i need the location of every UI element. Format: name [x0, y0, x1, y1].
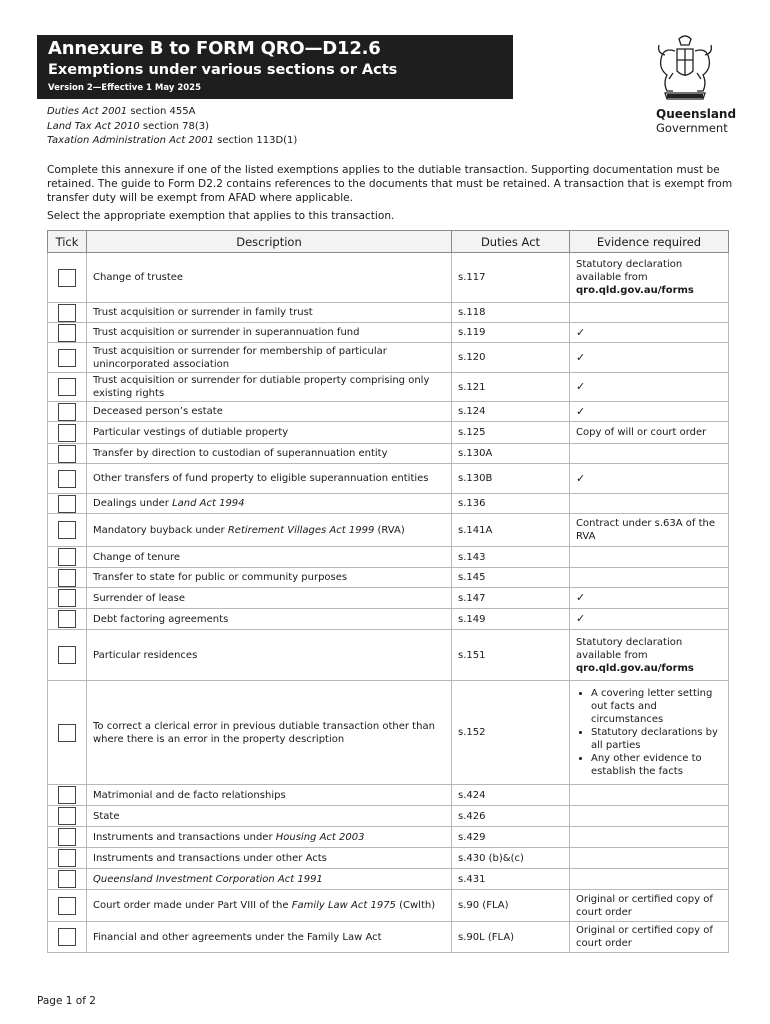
- tick-cell: [48, 785, 87, 806]
- evidence-cell: [570, 568, 729, 588]
- forms-link[interactable]: qro.qld.gov.au/forms: [576, 285, 694, 296]
- queensland-government-logo: [647, 33, 735, 133]
- table-row: [48, 848, 729, 869]
- checkmark-icon: ✓: [576, 591, 586, 604]
- header-duties-act: Duties Act: [452, 231, 570, 253]
- description-cell: [87, 422, 452, 444]
- evidence-list-item: • Statutory declarations by all parties: [591, 726, 728, 752]
- description-cell: [87, 681, 452, 785]
- tick-cell: [48, 303, 87, 323]
- description-text: Instruments and transactions under: [93, 831, 276, 843]
- duties-act-cell: s.124: [452, 402, 570, 422]
- evidence-list: [576, 687, 728, 778]
- description-cell: [87, 547, 452, 568]
- description-cell: [87, 343, 452, 373]
- duties-act-cell: s.143: [452, 547, 570, 568]
- duties-act-cell: s.145: [452, 568, 570, 588]
- description-text: Trust acquisition or surrender for dutiable property comprising only existing rights: [93, 375, 430, 399]
- table-row: [48, 568, 729, 588]
- evidence-list-item: • A covering letter setting out facts and circumstances: [591, 687, 728, 726]
- description-text: Trust acquisition or surrender in superannuation fund: [93, 327, 360, 338]
- table-row: [48, 323, 729, 343]
- evidence-list-item: • Any other evidence to establish the facts: [591, 752, 728, 778]
- table-row: [48, 494, 729, 514]
- evidence-text: Copy of will or court order: [576, 427, 707, 438]
- tick-cell: [48, 827, 87, 848]
- description-text: Debt factoring agreements: [93, 613, 229, 625]
- table-row: [48, 922, 729, 953]
- tick-checkbox[interactable]: [58, 589, 76, 607]
- checkmark-icon: ✓: [576, 612, 586, 625]
- duties-act-cell: s.90 (FLA): [452, 890, 570, 922]
- evidence-cell: [570, 806, 729, 827]
- tick-checkbox[interactable]: [58, 610, 76, 628]
- table-row: [48, 785, 729, 806]
- tick-checkbox[interactable]: [58, 445, 76, 463]
- evidence-cell: [570, 848, 729, 869]
- duties-act-cell: s.117: [452, 253, 570, 303]
- tick-checkbox[interactable]: [58, 870, 76, 888]
- tick-checkbox[interactable]: [58, 470, 76, 488]
- description-text: To correct a clerical error in previous dutiable transaction other than where there is an error in the property description: [93, 720, 435, 745]
- tick-cell: [48, 464, 87, 494]
- description-cell: [87, 402, 452, 422]
- evidence-cell: [570, 827, 729, 848]
- tick-checkbox[interactable]: [58, 349, 76, 367]
- evidence-cell: [570, 464, 729, 494]
- evidence-cell: [570, 422, 729, 444]
- tick-checkbox[interactable]: [58, 828, 76, 846]
- tick-checkbox[interactable]: [58, 424, 76, 442]
- tick-cell: [48, 806, 87, 827]
- evidence-cell: [570, 323, 729, 343]
- evidence-cell: [570, 494, 729, 514]
- checkmark-icon: ✓: [576, 325, 586, 339]
- evidence-cell: [570, 609, 729, 630]
- description-cell: [87, 444, 452, 464]
- description-text: Instruments and transactions under other Acts: [93, 852, 327, 864]
- duties-act-cell: s.151: [452, 630, 570, 681]
- table-row: [48, 806, 729, 827]
- description-cell: [87, 494, 452, 514]
- description-cell: [87, 568, 452, 588]
- duties-act-cell: s.141A: [452, 514, 570, 547]
- logo-government: Government: [656, 121, 728, 135]
- duties-act-cell: s.424: [452, 785, 570, 806]
- tick-cell: [48, 588, 87, 609]
- table-row: [48, 402, 729, 422]
- duties-act-cell: s.119: [452, 323, 570, 343]
- table-row: [48, 373, 729, 402]
- duties-act-cell: s.430 (b)&(c): [452, 848, 570, 869]
- tick-cell: [48, 422, 87, 444]
- table-row: [48, 588, 729, 609]
- act-reference: Taxation Administration Act 2001 section 113D(1): [47, 135, 298, 146]
- description-cell: [87, 848, 452, 869]
- duties-act-cell: s.431: [452, 869, 570, 890]
- description-text: Deceased person’s estate: [93, 406, 223, 417]
- checkmark-icon: ✓: [576, 471, 586, 485]
- description-cell: [87, 869, 452, 890]
- evidence-cell: [570, 630, 729, 681]
- form-subtitle: Exemptions under various sections or Acts: [48, 62, 398, 78]
- tick-checkbox[interactable]: [58, 548, 76, 566]
- tick-checkbox[interactable]: [58, 495, 76, 513]
- evidence-text: Contract under s.63A of the RVA: [576, 518, 716, 542]
- description-text: Transfer by direction to custodian of superannuation entity: [93, 448, 388, 459]
- description-text: State: [93, 810, 120, 822]
- table-row: [48, 444, 729, 464]
- select-instruction: Select the appropriate exemption that applies to this transaction.: [47, 210, 395, 222]
- evidence-cell: [570, 514, 729, 547]
- tick-checkbox[interactable]: [58, 724, 76, 742]
- evidence-cell: [570, 373, 729, 402]
- act-name: Housing Act 2003: [275, 831, 365, 843]
- description-text: (RVA): [374, 524, 405, 536]
- page-number: Page 1 of 2: [37, 995, 96, 1007]
- evidence-text: Original or certified copy of court order: [576, 893, 713, 918]
- description-text: (Cwlth): [395, 900, 436, 911]
- tick-cell: [48, 402, 87, 422]
- tick-checkbox[interactable]: [58, 378, 76, 396]
- tick-checkbox[interactable]: [58, 403, 76, 421]
- duties-act-cell: s.120: [452, 343, 570, 373]
- title-banner: [37, 35, 513, 99]
- description-cell: [87, 630, 452, 681]
- duties-act-cell: s.121: [452, 373, 570, 402]
- description-cell: [87, 253, 452, 303]
- tick-cell: [48, 568, 87, 588]
- evidence-cell: [570, 547, 729, 568]
- table-row: [48, 681, 729, 785]
- tick-checkbox[interactable]: [58, 269, 76, 287]
- table-row: [48, 890, 729, 922]
- description-text: Particular vestings of dutiable property: [93, 427, 289, 438]
- act-reference: Duties Act 2001 section 455A: [47, 106, 196, 117]
- duties-act-cell: s.118: [452, 303, 570, 323]
- tick-cell: [48, 848, 87, 869]
- tick-checkbox[interactable]: [58, 807, 76, 825]
- description-text: Matrimonial and de facto relationships: [93, 789, 286, 801]
- description-cell: [87, 806, 452, 827]
- description-cell: [87, 922, 452, 953]
- description-text: Mandatory buyback under: [93, 524, 228, 536]
- duties-act-cell: s.130B: [452, 464, 570, 494]
- tick-checkbox[interactable]: [58, 304, 76, 322]
- tick-checkbox[interactable]: [58, 324, 76, 342]
- table-row: [48, 253, 729, 303]
- tick-cell: [48, 681, 87, 785]
- description-text: Trust acquisition or surrender in family trust: [93, 307, 313, 318]
- description-cell: [87, 323, 452, 343]
- description-cell: [87, 890, 452, 922]
- table-header-row: [48, 231, 729, 253]
- tick-checkbox[interactable]: [58, 897, 76, 915]
- checkmark-icon: ✓: [576, 404, 586, 418]
- tick-checkbox[interactable]: [58, 786, 76, 804]
- forms-link[interactable]: qro.qld.gov.au/forms: [576, 662, 694, 674]
- tick-cell: [48, 494, 87, 514]
- table-row: [48, 464, 729, 494]
- description-text: Transfer to state for public or community purposes: [93, 572, 348, 583]
- tick-cell: [48, 869, 87, 890]
- act-name: Land Act 1994: [172, 498, 245, 509]
- description-text: Trust acquisition or surrender for membership of particular unincorporated association: [93, 345, 387, 370]
- evidence-cell: [570, 869, 729, 890]
- duties-act-cell: s.429: [452, 827, 570, 848]
- description-cell: [87, 303, 452, 323]
- table-row: [48, 422, 729, 444]
- description-text: Change of tenure: [93, 551, 181, 563]
- tick-cell: [48, 323, 87, 343]
- checkmark-icon: ✓: [576, 380, 586, 393]
- description-text: Surrender of lease: [93, 592, 186, 604]
- tick-cell: [48, 922, 87, 953]
- description-cell: [87, 785, 452, 806]
- header-tick: Tick: [48, 231, 87, 253]
- evidence-cell: [570, 444, 729, 464]
- tick-checkbox[interactable]: [58, 849, 76, 867]
- evidence-cell: [570, 785, 729, 806]
- duties-act-cell: s.147: [452, 588, 570, 609]
- table-row: [48, 630, 729, 681]
- duties-act-cell: s.149: [452, 609, 570, 630]
- table-row: [48, 609, 729, 630]
- evidence-cell: [570, 402, 729, 422]
- table-row: [48, 827, 729, 848]
- description-cell: [87, 464, 452, 494]
- act-reference: Land Tax Act 2010 section 78(3): [47, 120, 209, 132]
- exemptions-table: [47, 230, 729, 953]
- evidence-cell: [570, 343, 729, 373]
- duties-act-cell: s.125: [452, 422, 570, 444]
- description-cell: [87, 373, 452, 402]
- duties-act-cell: s.130A: [452, 444, 570, 464]
- act-name: Family Law Act 1975: [291, 900, 396, 911]
- description-cell: [87, 609, 452, 630]
- tick-cell: [48, 253, 87, 303]
- tick-cell: [48, 890, 87, 922]
- checkmark-icon: ✓: [576, 350, 586, 364]
- evidence-cell: [570, 922, 729, 953]
- duties-act-cell: s.136: [452, 494, 570, 514]
- act-name: Queensland Investment Corporation Act 1991: [93, 873, 323, 885]
- evidence-text: Statutory declaration available from: [576, 636, 683, 661]
- tick-cell: [48, 514, 87, 547]
- evidence-text: Original or certified copy of court order: [576, 925, 713, 949]
- header-evidence: Evidence required: [570, 231, 729, 253]
- tick-cell: [48, 373, 87, 402]
- tick-checkbox[interactable]: [58, 569, 76, 587]
- evidence-cell: [570, 681, 729, 785]
- tick-checkbox[interactable]: [58, 928, 76, 946]
- evidence-cell: [570, 253, 729, 303]
- description-text: Dealings under: [93, 498, 173, 509]
- intro-paragraph: Complete this annexure if one of the listed exemptions applies to the dutiable transaction. Supporting documentation must be retained. The guide to Form D2.2 contains references to the documents that must be retained. A transaction that is exempt from transfer duty will be exempt from AFAD where applicable.: [47, 164, 733, 204]
- description-text: Change of trustee: [93, 272, 184, 283]
- header-description: Description: [87, 231, 452, 253]
- table-row: [48, 547, 729, 568]
- act-name: Retirement Villages Act 1999: [227, 524, 375, 536]
- table-row: [48, 343, 729, 373]
- table-row: [48, 514, 729, 547]
- table-row: [48, 869, 729, 890]
- tick-checkbox[interactable]: [58, 646, 76, 664]
- description-text: Other transfers of fund property to eligible superannuation entities: [93, 473, 429, 484]
- description-cell: [87, 588, 452, 609]
- description-cell: [87, 827, 452, 848]
- logo-queensland: Queensland: [656, 107, 737, 121]
- evidence-cell: [570, 890, 729, 922]
- description-text: Financial and other agreements under the Family Law Act: [93, 931, 382, 943]
- duties-act-cell: s.426: [452, 806, 570, 827]
- duties-act-cell: s.152: [452, 681, 570, 785]
- description-cell: [87, 514, 452, 547]
- tick-cell: [48, 609, 87, 630]
- tick-cell: [48, 547, 87, 568]
- tick-cell: [48, 630, 87, 681]
- evidence-cell: [570, 588, 729, 609]
- form-version: Version 2—Effective 1 May 2025: [48, 83, 202, 93]
- tick-cell: [48, 444, 87, 464]
- evidence-text: Statutory declaration available from: [576, 259, 683, 283]
- description-text: Court order made under Part VIII of the: [93, 900, 292, 911]
- evidence-cell: [570, 303, 729, 323]
- tick-cell: [48, 343, 87, 373]
- coat-of-arms-icon: [653, 33, 717, 105]
- table-row: [48, 303, 729, 323]
- tick-checkbox[interactable]: [58, 521, 76, 539]
- description-text: Particular residences: [93, 649, 198, 661]
- legislation-references: [47, 105, 297, 149]
- form-title: Annexure B to FORM QRO—D12.6: [48, 38, 381, 59]
- duties-act-cell: s.90L (FLA): [452, 922, 570, 953]
